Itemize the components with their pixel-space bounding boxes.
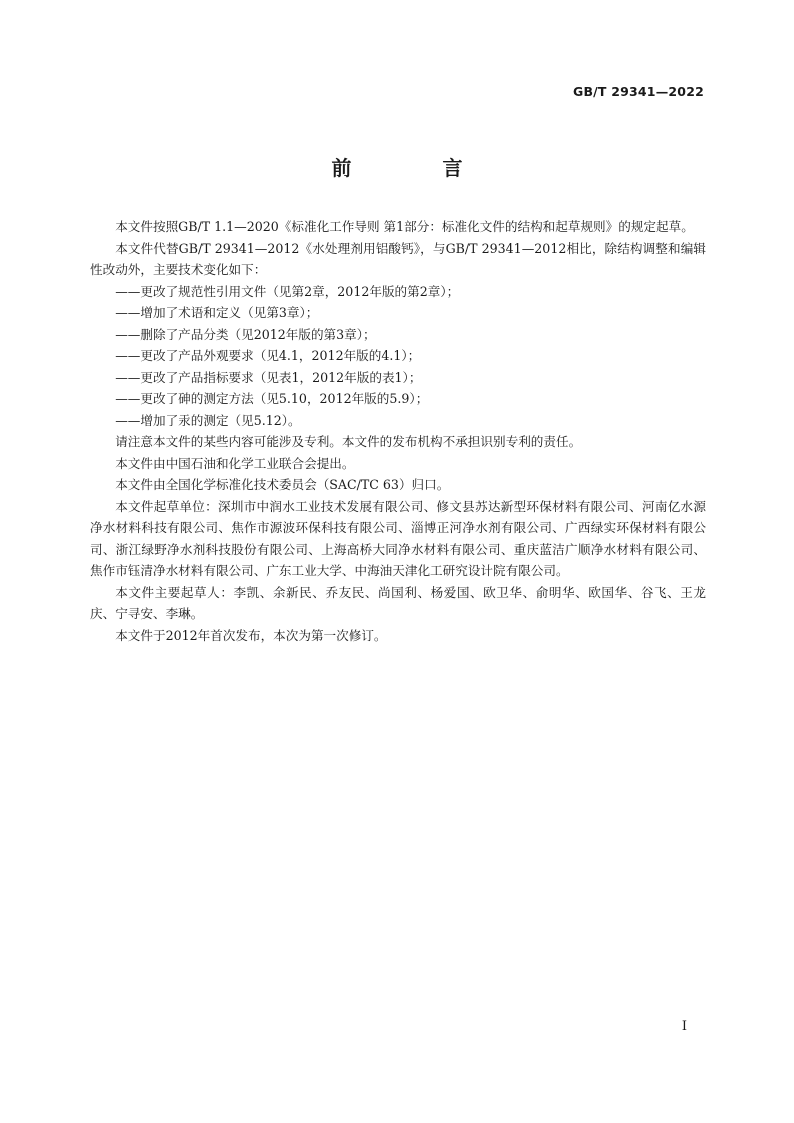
paragraph-technical-committee: 本文件由全国化学标准化技术委员会（SAC/TC 63）归口。: [115, 477, 450, 492]
change-item: ——增加了汞的测定（见5.12）。: [115, 412, 301, 428]
change-item: ——更改了产品指标要求（见表1，2012年版的表1）；: [115, 369, 422, 385]
paragraph-replacement: 本文件代替GB/T 29341—2012《水处理剂用铝酸钙》，与GB/T 29341—2012相比，除结构调整和编辑性改动外，主要技术变化如下：: [90, 240, 706, 277]
change-item: ——更改了产品外观要求（见4.1，2012年版的4.1）；: [115, 348, 421, 363]
change-item: ——增加了术语和定义（见第3章）；: [115, 305, 319, 320]
page-title: 前 言: [331, 156, 505, 180]
change-item: ——删除了产品分类（见2012年版的第3章）；: [115, 326, 376, 342]
standard-number: GB/T 29341—2022: [572, 84, 704, 99]
change-item: ——更改了砷的测定方法（见5.10，2012年版的5.9）；: [115, 391, 429, 406]
paragraph-patent-notice: 请注意本文件的某些内容可能涉及专利。本文件的发布机构不承担识别专利的责任。: [115, 434, 582, 449]
page-number: I: [681, 1019, 687, 1034]
paragraph-drafters: 本文件主要起草人：李凯、余新民、乔友民、尚国利、杨爱国、欧卫华、俞明华、欧国华、谷飞、王龙庆、宁寻安、李琳。: [90, 584, 706, 621]
paragraph-proposer: 本文件由中国石油和化学工业联合会提出。: [115, 455, 355, 471]
paragraph-drafting-rules: 本文件按照GB/T 1.1—2020《标准化工作导则 第1部分：标准化文件的结构和起草规则》的规定起草。: [115, 219, 694, 234]
paragraph-drafting-units: 本文件起草单位：深圳市中润水工业技术发展有限公司、修文县苏达新型环保材料有限公司、河南亿水源净水材料科技有限公司、焦作市源波环保科技有限公司、淄博正河净水剂有限公司、广西绿实环保材料有限公司、浙江绿野净水剂科技股份有限公司、上海高桥大同净水材料有限公司、重庆蓝洁广顺净水材料有限公司、焦作市钰清净水材料有限公司、广东工业大学、中海油天津化工研究设计院有限公司。: [90, 498, 706, 578]
change-item: ——更改了规范性引用文件（见第2章，2012年版的第2章）；: [115, 283, 460, 299]
paragraph-release-history: 本文件于2012年首次发布，本次为第一次修订。: [115, 627, 387, 643]
foreword-body: [90, 216, 706, 646]
